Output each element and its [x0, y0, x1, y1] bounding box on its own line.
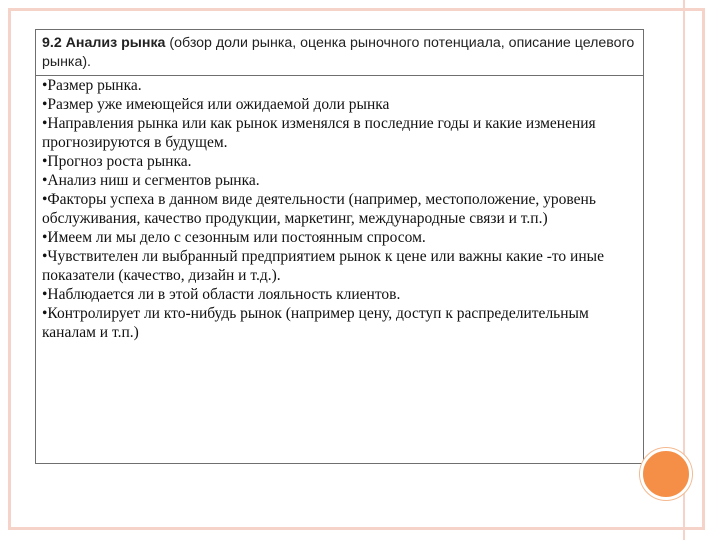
list-item: •Имеем ли мы дело с сезонным или постоянным спросом.	[42, 229, 426, 246]
item-list	[36, 76, 643, 342]
list-item: •Анализ ниш и сегментов рынка.	[42, 172, 260, 189]
section-subtitle: (обзор доли рынка, оценка рыночного потенциала, описание целевого рынка).	[42, 35, 635, 70]
section-header	[36, 30, 643, 76]
list-item: •Факторы успеха в данном виде деятельности (например, местоположение, уровень обслуживания, качество продукции, маркетинг, международные связи и т.п.)	[42, 191, 596, 227]
list-item: •Наблюдается ли в этой области лояльность клиентов.	[42, 286, 401, 303]
list-item: •Размер уже имеющейся или ожидаемой доли рынка	[42, 96, 390, 113]
section-title: 9.2 Анализ рынка	[42, 35, 166, 51]
decorative-circle	[640, 448, 692, 500]
list-item: •Чувствителен ли выбранный предприятием рынок к цене или важны какие -то иные показатели (качество, дизайн и т.д.).	[42, 248, 604, 284]
list-item: •Направления рынка или как рынок изменялся в последние годы и какие изменения прогнозируются в будущем.	[42, 115, 596, 151]
content-table	[35, 29, 644, 464]
list-item: •Прогноз роста рынка.	[42, 153, 192, 170]
list-item: •Размер рынка.	[42, 77, 142, 94]
list-item: •Контролирует ли кто-нибудь рынок (например цену, доступ к распределительным каналам и т.п.)	[42, 305, 589, 341]
